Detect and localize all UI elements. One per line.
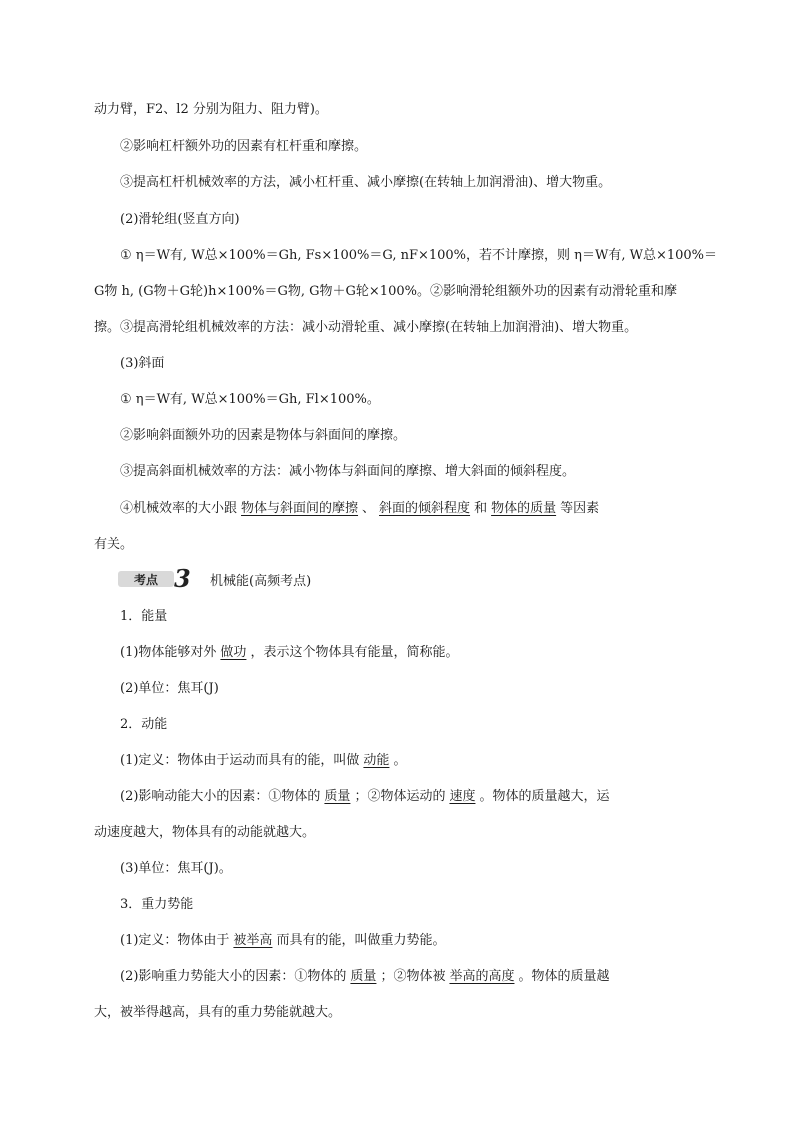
fill-blank-line: (2)影响动能大小的因素：①物体的 质量 ；②物体运动的 速度 。物体的质量越大，运 [120, 789, 610, 804]
answer-blank: 物体与斜面间的摩擦 [241, 501, 359, 516]
answer-blank: 速度 [449, 789, 476, 804]
answer-blank: 物体的质量 [491, 501, 557, 516]
text-line: ③提高杠杆机械效率的方法，减小杠杆重、减小摩擦(在转轴上加润滑油)、增大物重。 [120, 175, 612, 190]
text-line: ②影响杠杆额外功的因素有杠杆重和摩擦。 [120, 139, 368, 154]
answer-blank: 做功 [220, 645, 247, 660]
section-badge [118, 564, 200, 593]
text-line: 擦。③提高滑轮组机械效率的方法：减小动滑轮重、减小摩擦(在转轴上加润滑油)、增大物重。 [94, 320, 638, 335]
badge-number: 3 [174, 564, 191, 593]
fill-blank-line: (1)物体能够对外 做功 ，表示这个物体具有能量，简称能。 [120, 645, 459, 660]
answer-blank: 质量 [324, 789, 351, 804]
fill-blank-line: (1)定义：物体由于运动而具有的能，叫做 动能 。 [120, 753, 407, 768]
formula-line: ① η＝W有, W总×100%＝Gh, Fs×100%＝G, nF×100%，若不计摩擦，则 η＝W有, W总×100%＝ [120, 248, 717, 263]
answer-blank: 动能 [363, 753, 390, 768]
answer-blank: 质量 [350, 969, 377, 984]
text-line: ③提高斜面机械效率的方法：减小物体与斜面间的摩擦、增大斜面的倾斜程度。 [120, 464, 576, 479]
text-line: 大，被举得越高，具有的重力势能就越大。 [94, 1005, 342, 1020]
fill-blank-line: (1)定义：物体由于 被举高 而具有的能，叫做重力势能。 [120, 933, 446, 948]
text-line: ②影响斜面额外功的因素是物体与斜面间的摩擦。 [120, 428, 407, 443]
subheading-potential: 3．重力势能 [120, 897, 194, 912]
text-line: 动速度越大，物体具有的动能就越大。 [94, 825, 316, 840]
subheading-pulley: (2)滑轮组(竖直方向) [120, 212, 240, 227]
fill-blank-line: (2)影响重力势能大小的因素：①物体的 质量 ；②物体被 举高的高度 。物体的质量越 [120, 969, 610, 984]
subheading-slope: (3)斜面 [120, 356, 165, 371]
answer-blank: 举高的高度 [449, 969, 515, 984]
section-heading [118, 564, 312, 593]
subheading-energy: 1．能量 [120, 609, 168, 624]
subheading-kinetic: 2．动能 [120, 717, 168, 732]
badge-label: 考点 [118, 571, 174, 587]
text-line: 有关。 [94, 537, 134, 552]
answer-blank: 斜面的倾斜程度 [379, 501, 471, 516]
fill-blank-line: ④机械效率的大小跟 物体与斜面间的摩擦 、 斜面的倾斜程度 和 物体的质量 等因素 [120, 501, 600, 516]
formula-line: G物 h, (G物＋G轮)h×100%＝G物, G物＋G轮×100%。②影响滑轮组额外功的因素有动滑轮重和摩 [94, 284, 677, 299]
text-line: (3)单位：焦耳(J)。 [120, 861, 232, 876]
text-line: (2)单位：焦耳(J) [120, 681, 219, 696]
section-title: 机械能(高频考点) [210, 573, 312, 589]
formula-line: ① η＝W有, W总×100%＝Gh, Fl×100%。 [120, 392, 380, 407]
answer-blank: 被举高 [233, 933, 273, 948]
text-line: 动力臂，F2、l2 分别为阻力、阻力臂)。 [94, 102, 328, 117]
